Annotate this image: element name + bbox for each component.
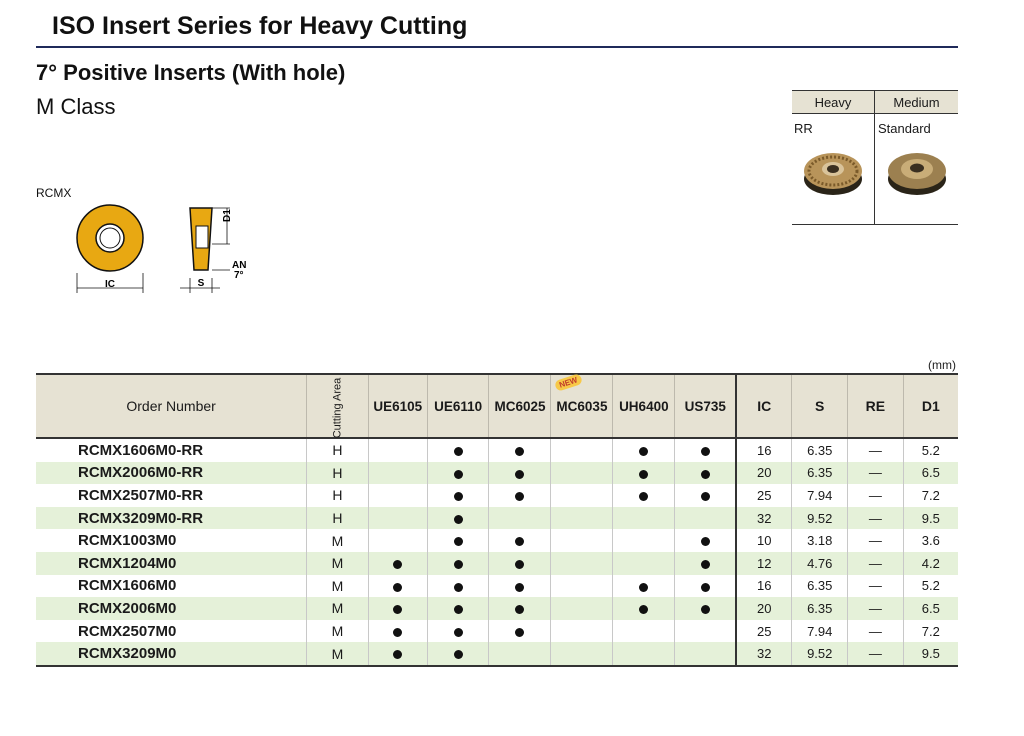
s-cell: 7.94 (792, 620, 848, 643)
grade-cell (489, 620, 551, 643)
s-cell: 3.18 (792, 529, 848, 552)
grade-cell (489, 597, 551, 620)
breaker-heavy-header: Heavy (814, 95, 852, 110)
availability-dot-icon (639, 583, 648, 592)
grade-cell (427, 597, 489, 620)
cutting-area-header: Cutting Area (307, 374, 369, 438)
grade-cell (613, 575, 675, 598)
availability-dot-icon (454, 447, 463, 456)
chip-breaker-table (792, 90, 958, 225)
grade-cell (427, 620, 489, 643)
grade-cell (427, 438, 489, 462)
grade-cell (675, 484, 737, 507)
grade-cell (368, 438, 427, 462)
grade-cell (427, 462, 489, 485)
new-badge: NEW (554, 373, 583, 392)
s-cell: 6.35 (792, 597, 848, 620)
availability-dot-icon (515, 470, 524, 479)
grade-cell (489, 507, 551, 530)
grade-cell (613, 484, 675, 507)
grade-cell (489, 529, 551, 552)
breaker-rr-label: RR (794, 121, 813, 136)
ic-cell: 25 (736, 484, 791, 507)
grade-header: MC6025 (489, 374, 551, 438)
grade-cell (368, 462, 427, 485)
availability-dot-icon (515, 583, 524, 592)
grade-cell (368, 575, 427, 598)
cutting-area-cell: M (307, 552, 369, 575)
availability-dot-icon (639, 447, 648, 456)
availability-dot-icon (701, 537, 710, 546)
dim-an-label: AN (232, 260, 247, 271)
grade-cell (551, 597, 613, 620)
grade-cell (613, 620, 675, 643)
order-number-cell: RCMX2507M0-RR (78, 486, 204, 504)
table-row (36, 552, 958, 575)
grade-cell (489, 642, 551, 666)
cutting-area-cell: H (307, 507, 369, 530)
grade-cell (427, 507, 489, 530)
availability-dot-icon (454, 628, 463, 637)
cutting-area-cell: M (307, 529, 369, 552)
order-number-cell: RCMX1003M0 (78, 532, 177, 550)
s-cell: 9.52 (792, 642, 848, 666)
table-row (36, 620, 958, 643)
order-number-cell: RCMX1606M0 (78, 577, 177, 595)
cutting-area-cell: H (307, 484, 369, 507)
grade-cell (427, 642, 489, 666)
grade-header-new: NEW MC6035 (551, 374, 613, 438)
availability-dot-icon (454, 583, 463, 592)
grade-cell (551, 484, 613, 507)
title-rule (36, 46, 958, 48)
rr-insert-image (802, 145, 864, 199)
cutting-area-cell: M (307, 575, 369, 598)
re-header: RE (848, 374, 903, 438)
grade-cell (551, 438, 613, 462)
grade-cell (368, 529, 427, 552)
availability-dot-icon (701, 447, 710, 456)
table-row (36, 575, 958, 598)
ic-cell: 16 (736, 438, 791, 462)
grade-cell (675, 507, 737, 530)
grade-cell (368, 552, 427, 575)
grade-cell (613, 597, 675, 620)
availability-dot-icon (639, 470, 648, 479)
grade-header: US735 (675, 374, 737, 438)
grade-cell (551, 575, 613, 598)
re-cell: — (848, 575, 903, 598)
availability-dot-icon (515, 628, 524, 637)
availability-dot-icon (454, 492, 463, 501)
availability-dot-icon (393, 583, 402, 592)
d1-cell: 5.2 (903, 438, 958, 462)
dim-s-label: S (197, 278, 205, 289)
availability-dot-icon (454, 560, 463, 569)
availability-dot-icon (515, 560, 524, 569)
availability-dot-icon (701, 470, 710, 479)
grade-cell (613, 438, 675, 462)
grade-cell (427, 484, 489, 507)
ic-cell: 32 (736, 507, 791, 530)
d1-cell: 4.2 (903, 552, 958, 575)
availability-dot-icon (393, 560, 402, 569)
availability-dot-icon (515, 447, 524, 456)
s-header: S (792, 374, 848, 438)
breaker-standard-label: Standard (878, 121, 931, 136)
grade-cell (551, 620, 613, 643)
cutting-area-cell: M (307, 642, 369, 666)
standard-insert-image (886, 145, 948, 199)
order-number-cell: RCMX3209M0-RR (36, 507, 307, 530)
ic-cell: 32 (736, 642, 791, 666)
table-header-row (36, 374, 958, 438)
re-cell: — (848, 620, 903, 643)
d1-cell: 9.5 (903, 642, 958, 666)
grade-cell (613, 529, 675, 552)
grade-cell (613, 507, 675, 530)
d1-cell: 7.2 (903, 620, 958, 643)
order-number-header: Order Number (36, 374, 307, 438)
availability-dot-icon (454, 537, 463, 546)
unit-label: (mm) (928, 358, 956, 372)
class-label: M Class (36, 94, 116, 119)
ic-cell: 16 (736, 575, 791, 598)
availability-dot-icon (393, 605, 402, 614)
availability-dot-icon (701, 583, 710, 592)
grade-cell (489, 462, 551, 485)
s-cell: 9.52 (792, 507, 848, 530)
d1-cell: 3.6 (903, 529, 958, 552)
grade-cell (551, 462, 613, 485)
grade-header: UE6105 (368, 374, 427, 438)
grade-cell (675, 552, 737, 575)
ic-cell: 20 (736, 597, 791, 620)
d1-header: D1 (903, 374, 958, 438)
availability-dot-icon (393, 628, 402, 637)
availability-dot-icon (515, 605, 524, 614)
order-number-cell: RCMX2006M0-RR (36, 462, 307, 485)
section-subtitle: 7° Positive Inserts (With hole) (36, 60, 346, 85)
grade-header: UH6400 (613, 374, 675, 438)
grade-cell (368, 597, 427, 620)
grade-cell (489, 575, 551, 598)
availability-dot-icon (701, 560, 710, 569)
dim-d1-label: D1 (222, 209, 233, 222)
breaker-medium-header: Medium (893, 95, 940, 110)
grade-cell (551, 507, 613, 530)
d1-cell: 6.5 (903, 597, 958, 620)
grade-cell (427, 575, 489, 598)
d1-cell: 6.5 (903, 462, 958, 485)
grade-cell (613, 462, 675, 485)
grade-cell (675, 597, 737, 620)
re-cell: — (848, 507, 903, 530)
re-cell: — (848, 484, 903, 507)
cutting-area-cell: H (307, 462, 369, 485)
order-number-cell: RCMX2006M0 (36, 597, 307, 620)
grade-cell (489, 552, 551, 575)
order-number-cell: RCMX3209M0 (36, 642, 307, 666)
availability-dot-icon (639, 605, 648, 614)
s-cell: 7.94 (792, 484, 848, 507)
d1-cell: 7.2 (903, 484, 958, 507)
cutting-area-cell: H (307, 438, 369, 462)
order-number-cell: RCMX1606M0-RR (78, 441, 204, 459)
availability-dot-icon (515, 537, 524, 546)
s-cell: 6.35 (792, 575, 848, 598)
insert-spec-table (36, 373, 958, 667)
cutting-area-cell: M (307, 597, 369, 620)
ic-cell: 12 (736, 552, 791, 575)
availability-dot-icon (701, 605, 710, 614)
grade-cell (551, 529, 613, 552)
page-title: ISO Insert Series for Heavy Cutting (52, 12, 468, 40)
grade-header: UE6110 (427, 374, 489, 438)
availability-dot-icon (639, 492, 648, 501)
grade-cell (489, 484, 551, 507)
grade-cell (675, 462, 737, 485)
grade-cell (368, 642, 427, 666)
re-cell: — (848, 642, 903, 666)
table-body (36, 438, 958, 666)
s-cell: 6.35 (792, 438, 848, 462)
table-row (36, 438, 958, 462)
re-cell: — (848, 529, 903, 552)
breaker-header (792, 91, 958, 114)
availability-dot-icon (515, 492, 524, 501)
grade-cell (613, 642, 675, 666)
dim-ic-label: IC (105, 279, 115, 290)
grade-cell (368, 620, 427, 643)
table-row (36, 642, 958, 666)
availability-dot-icon (454, 470, 463, 479)
grade-cell (368, 507, 427, 530)
s-cell: 6.35 (792, 462, 848, 485)
insert-top-view (77, 205, 143, 293)
table-row (36, 507, 958, 530)
order-number-cell: RCMX2507M0 (78, 622, 177, 640)
grade-cell (368, 484, 427, 507)
ic-header: IC (736, 374, 791, 438)
cutting-area-cell: M (307, 620, 369, 643)
ic-cell: 20 (736, 462, 791, 485)
s-cell: 4.76 (792, 552, 848, 575)
insert-drawing (70, 198, 270, 298)
grade-cell (551, 552, 613, 575)
grade-cell (675, 575, 737, 598)
grade-cell (427, 552, 489, 575)
d1-cell: 5.2 (903, 575, 958, 598)
grade-cell (675, 438, 737, 462)
re-cell: — (848, 462, 903, 485)
availability-dot-icon (393, 650, 402, 659)
re-cell: — (848, 552, 903, 575)
table-row (36, 597, 958, 620)
dim-angle-label: 7° (234, 270, 244, 281)
insert-type-label: RCMX (36, 186, 72, 200)
grade-cell (489, 438, 551, 462)
ic-cell: 25 (736, 620, 791, 643)
table-row (36, 529, 958, 552)
availability-dot-icon (454, 650, 463, 659)
grade-cell (675, 642, 737, 666)
table-row (36, 484, 958, 507)
availability-dot-icon (454, 605, 463, 614)
grade-cell (675, 620, 737, 643)
grade-cell (613, 552, 675, 575)
order-number-cell: RCMX1204M0 (36, 552, 307, 575)
insert-side-view (180, 208, 246, 293)
re-cell: — (848, 438, 903, 462)
table-row (36, 462, 958, 485)
availability-dot-icon (454, 515, 463, 524)
ic-cell: 10 (736, 529, 791, 552)
d1-cell: 9.5 (903, 507, 958, 530)
availability-dot-icon (701, 492, 710, 501)
grade-cell (551, 642, 613, 666)
grade-cell (675, 529, 737, 552)
re-cell: — (848, 597, 903, 620)
grade-cell (427, 529, 489, 552)
